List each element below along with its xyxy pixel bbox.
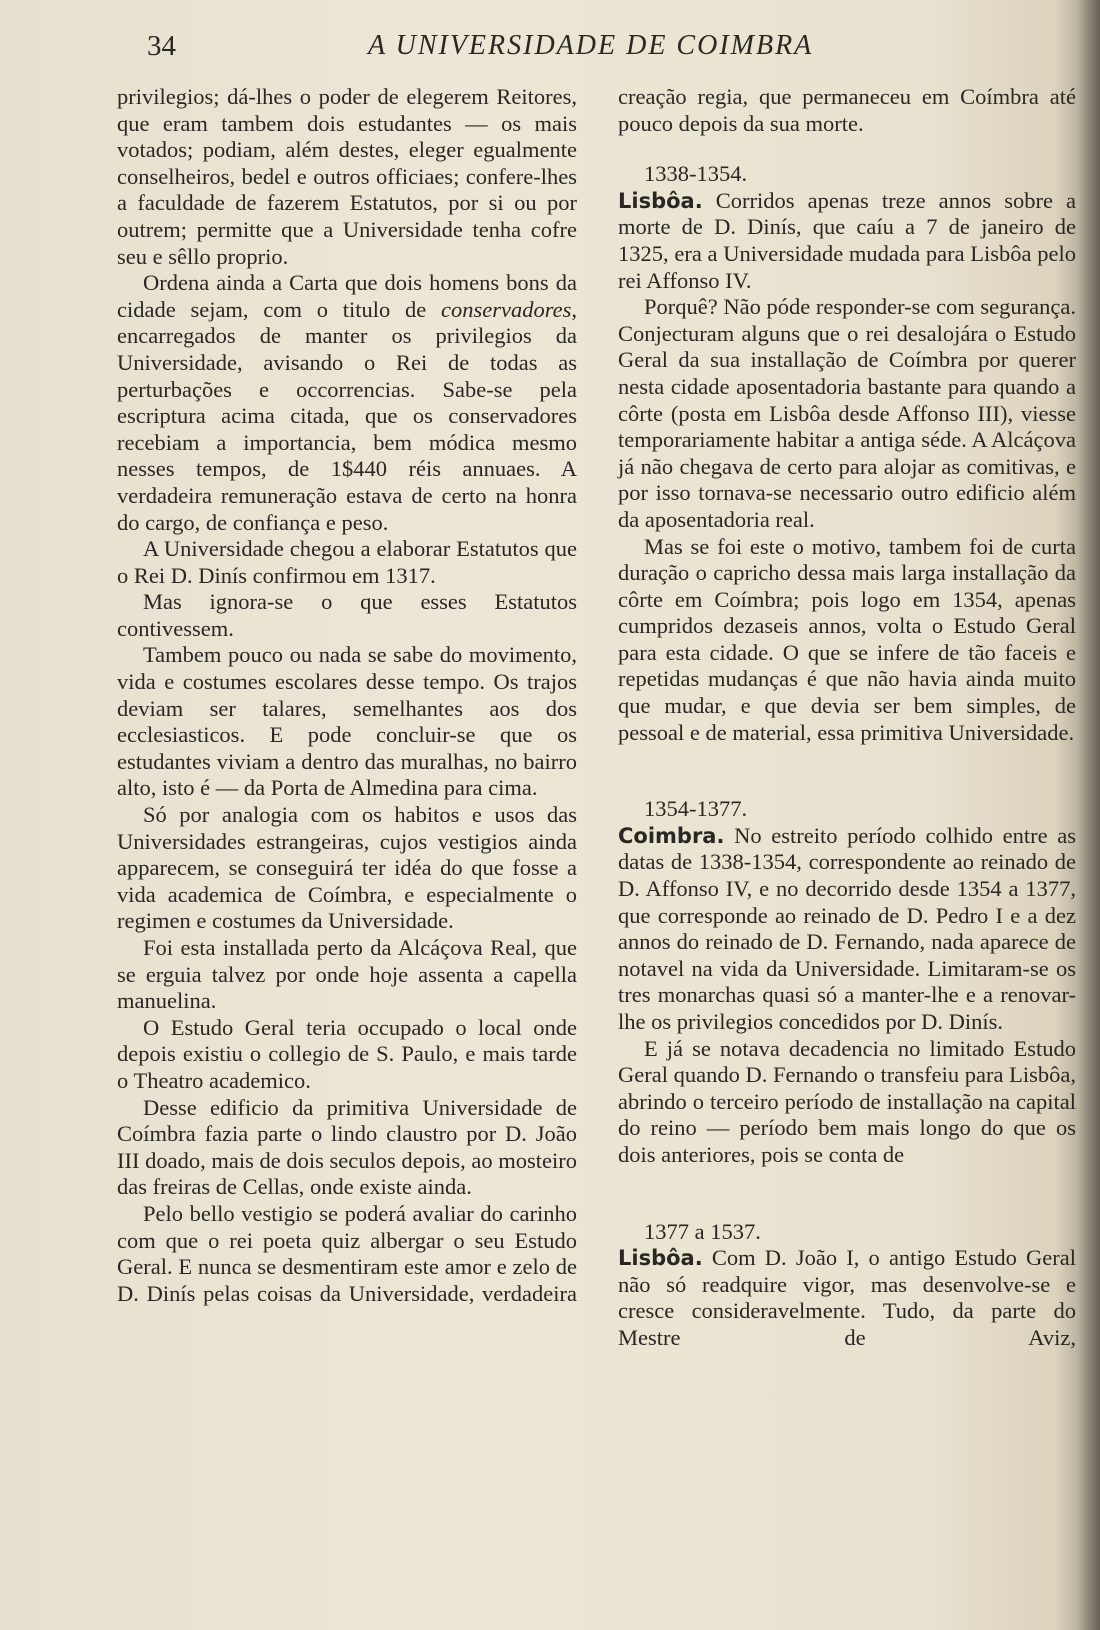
page-edge-shadow — [1078, 0, 1100, 1630]
paragraph: Tambem pouco ou nada se sabe do movimento, vida e costumes escolares desse tempo. Os trajos deviam ser talares, semelhantes aos dos ecclesiasticos. E pode concluir-se que os estudantes viviam a dentro das muralhas, no bairro alto, isto é — da Porta de Almedina para cima. — [117, 642, 577, 801]
spacer — [618, 137, 1076, 161]
paragraph — [618, 823, 1076, 1036]
paragraph: Mas ignora-se o que esses Estatutos contivessem. — [117, 589, 577, 641]
paragraph: Pelo bello vestigio se poderá avaliar do carinho com que o rei poeta quiz albergar o seu Estudo Geral. E nunca se desmentiram este amor e zelo de D. Dinís pelas coisas da Universidade, verdadeira — [117, 1200, 577, 1306]
period-date: 1338-1354. — [644, 161, 748, 187]
text-run: Corridos apenas treze annos sobre a morte de D. Dinís, que caíu a 7 de janeiro de 1325, era a Universidade mudada para Lisbôa pelo rei Affonso IV. — [618, 187, 1076, 293]
paragraph — [618, 1245, 1076, 1351]
paragraph: Foi esta installada perto da Alcáçova Real, que se erguia talvez por onde hoje assenta a capella manuelina. — [117, 935, 577, 1014]
left-column — [117, 84, 577, 1307]
running-title: A UNIVERSIDADE DE COIMBRA — [368, 30, 814, 61]
period-date: 1377 a 1537. — [644, 1218, 761, 1244]
paragraph: A Universidade chegou a elaborar Estatutos que o Rei D. Dinís confirmou em 1317. — [117, 536, 577, 588]
paragraph: Desse edificio da primitiva Universidade de Coímbra fazia parte o lindo claustro por D. João III doado, mais de dois seculos depois, ao mosteiro das freiras de Cellas, onde existe ainda. — [117, 1094, 577, 1200]
paragraph: E já se notava decadencia no limitado Estudo Geral quando D. Fernando o transfeiu para Lisbôa, abrindo o terceiro período de installação na capital do reino — período bem mais longo do que os dois anteriores, pois se conta de — [618, 1035, 1076, 1167]
period-date: 1354-1377. — [644, 796, 748, 822]
text-run: Com D. João I, o antigo Estudo Geral não só readquire vigor, mas desenvolve-se e cresce consideravelmente. Tudo, da parte do Mestre de Aviz, — [618, 1245, 1076, 1350]
spacer — [618, 1169, 1076, 1219]
text-run: Ordena ainda a Carta que dois homens bons da cidade sejam, com o titulo de — [117, 270, 577, 322]
paragraph: Só por analogia com os habitos e usos das Universidades estrangeiras, cujos vestigios ainda apparecem, se conseguirá ter idéa do que fosse a vida academica de Coímbra, e especialmente o regimen e costumes da Universidade. — [117, 802, 577, 934]
place-heading: Lisbôa. — [618, 1246, 703, 1271]
text-run: No estreito período colhido entre as datas de 1338-1354, correspondente ao reinado de D. Affonso IV, e no decorrido desde 1354 a 1377, que corresponde ao reinado de D. Pedro I e a dez annos do reinado de D. Fernando, nada aparece de notavel na vida da Universidade. Limitaram-se os tres monarchas quasi só a manter-lhe e a renovar-lhe os privilegios concedidos por D. Dinís. — [618, 822, 1076, 1034]
place-heading: Coimbra. — [618, 823, 725, 848]
paragraph: privilegios; dá-lhes o poder de elegerem Reitores, que eram tambem dois estudantes — os mais votados; podiam, além destes, eleger egualmente conselheiros, bedel e outros officiaes; confere-lhes a faculdade de fazerem Estatutos, por si ou por outrem; permitte que a Universidade tenha cofre seu e sêllo proprio. — [117, 84, 577, 269]
page-number: 34 — [147, 30, 176, 62]
paragraph — [618, 188, 1076, 294]
page-header — [0, 28, 1100, 68]
paragraph: Porquê? Não póde responder-se com segurança. Conjecturam alguns que o rei desalojára o Estudo Geral da sua installação de Coímbra por querer nesta cidade aposentadoria bastante para quando a côrte (posta em Lisbôa desde Affonso III), viesse temporariamente habitar a antiga séde. A Alcáçova já não chegava de certo para alojar as comitivas, e por isso tornava-se necessario outro edificio além da aposentadoria real. — [618, 294, 1076, 532]
paragraph: creação regia, que permaneceu em Coímbra até pouco depois da sua morte. — [618, 84, 1076, 136]
paragraph: O Estudo Geral teria occupado o local onde depois existiu o collegio de S. Paulo, e mais tarde o Theatro academico. — [117, 1014, 577, 1093]
right-column — [618, 84, 1076, 1352]
paragraph — [117, 270, 577, 536]
text-run: , encarregados de manter os privilegios da Universidade, avisando o Rei de todas as perturbações e occorrencias. Sabe-se pela escriptura acima citada, que os conservadores recebiam a importancia, bem módica mesmo nesses tempos, de 1$440 réis annuaes. A verdadeira remuneração estava de certo na honra do cargo, de confiança e peso. — [117, 296, 578, 535]
italic-term: conservadores — [441, 296, 572, 322]
spacer — [618, 746, 1076, 796]
paragraph: Mas se foi este o motivo, tambem foi de curta duração o capricho dessa mais larga installação da côrte em Coímbra; pois logo em 1354, apenas cumpridos dezaseis annos, volta o Estudo Geral para esta cidade. O que se infere de tão faceis e repetidas mudanças é que não havia ainda muito que mudar, e que devia ser bem simples, de pessoal e de material, essa primitiva Universidade. — [618, 533, 1076, 745]
place-heading: Lisbôa. — [618, 188, 703, 213]
